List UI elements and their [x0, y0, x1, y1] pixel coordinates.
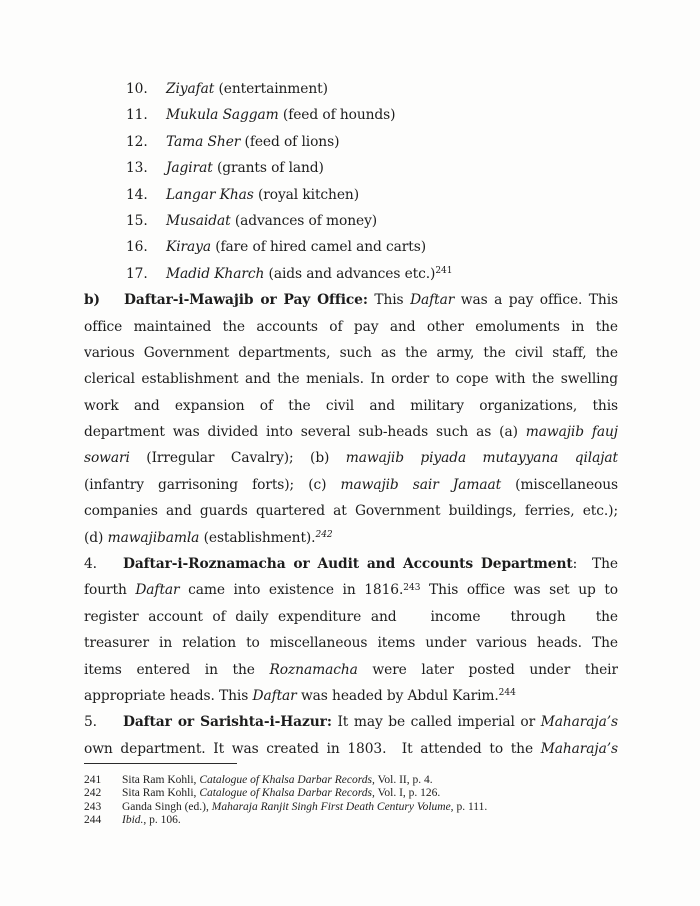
text-segment: Daftar: [410, 292, 455, 309]
text-segment: (miscellaneous: [501, 476, 618, 493]
text-segment: treasurer in relation to miscellaneous items under various heads. The: [84, 635, 618, 652]
text-line: [84, 366, 618, 392]
tab-spacer: [100, 303, 124, 304]
footnote-number: 243: [84, 800, 102, 813]
text-segment: mawajib piyada mutayyana qilajat: [345, 450, 618, 467]
text-segment: (grants of land): [212, 160, 324, 177]
text-line: [84, 577, 618, 603]
list-item: [84, 129, 618, 155]
footnote-item: [84, 801, 618, 814]
paragraph-b: [84, 287, 618, 551]
text-segment: Vol. II, p. 4.: [374, 774, 433, 787]
text-segment: Maharaja’s: [540, 714, 618, 731]
list-item: [84, 208, 618, 234]
text-segment: Jagirat: [166, 160, 213, 177]
text-segment: items entered in the: [84, 661, 270, 678]
page-body: [84, 76, 618, 827]
text-line: [84, 683, 618, 709]
text-line: [84, 525, 618, 551]
list-item: [84, 261, 618, 287]
text-segment: : The: [572, 556, 618, 573]
text-segment: Catalogue of Khalsa Darbar Records,: [199, 787, 375, 800]
list-number: 12.: [126, 133, 148, 150]
text-line: [84, 604, 618, 630]
footnote-number: 241: [84, 774, 102, 787]
text-segment: Vol. I, p. 126.: [374, 787, 441, 800]
list-number: 13.: [126, 160, 148, 177]
text-segment: (royal kitchen): [253, 186, 359, 203]
tab-spacer: [396, 620, 430, 621]
tab-spacer: [97, 725, 123, 726]
list-item: [84, 182, 618, 208]
text-segment: This: [367, 292, 411, 309]
footnote-item: [84, 814, 618, 827]
list-number: 17.: [126, 265, 148, 282]
text-segment: department was divided into several sub-heads such as (a): [84, 424, 526, 441]
text-line: [84, 551, 618, 577]
text-line: [84, 287, 618, 313]
tab-spacer: [480, 620, 510, 621]
text-segment: (infantry garrisoning forts); (c): [84, 476, 341, 493]
list-number: 16.: [126, 239, 148, 256]
text-line: [84, 709, 618, 735]
list-number: 15.: [126, 212, 148, 229]
text-segment: Daftar: [135, 582, 180, 599]
text-segment: clerical establishment and the menials. In order to cope with the swelling: [84, 371, 618, 388]
text-segment: Sita Ram Kohli,: [122, 774, 200, 787]
text-line: [84, 630, 618, 656]
text-line: [84, 393, 618, 419]
text-segment: (feed of hounds): [278, 107, 396, 124]
list-item: [84, 234, 618, 260]
text-segment: Daftar-i-Roznamacha or Audit and Accounts Department: [122, 556, 573, 573]
text-segment: Daftar-i-Mawajib or Pay Office:: [123, 292, 368, 309]
text-line: [84, 419, 618, 445]
text-segment: (advances of money): [230, 212, 378, 229]
text-segment: (establishment).: [199, 529, 316, 546]
text-segment: This office was set up to: [420, 582, 618, 599]
text-segment: income: [430, 608, 481, 625]
text-segment: Ziyafat: [166, 81, 215, 97]
text-line: [84, 340, 618, 366]
text-segment: (Irregular Cavalry); (b): [129, 450, 346, 467]
footnote-number: 242: [84, 787, 102, 800]
footnote-ref: 244: [498, 688, 516, 699]
list-item: [84, 155, 618, 181]
footnotes: [84, 774, 618, 827]
text-segment: Catalogue of Khalsa Darbar Records,: [199, 774, 375, 787]
text-segment: 4.: [84, 556, 97, 573]
text-segment: (fare of hired camel and carts): [210, 239, 426, 256]
text-segment: Daftar: [252, 687, 297, 704]
tab-spacer: [97, 567, 123, 568]
text-segment: Maharaja Ranjit Singh First Death Century Volume,: [211, 800, 454, 813]
text-segment: p. 111.: [453, 800, 488, 813]
text-segment: was headed by Abdul Karim.: [296, 687, 499, 704]
footnote-item: [84, 787, 618, 800]
text-segment: Ganda Singh (ed.),: [122, 800, 212, 813]
text-segment: the: [595, 608, 618, 625]
text-segment: various Government departments, such as the army, the civil staff, the: [84, 344, 618, 361]
text-segment: (aids and advances etc.): [264, 265, 436, 282]
footnote-ref: 243: [403, 582, 421, 593]
footnote-number: 244: [84, 813, 102, 826]
text-segment: Mukula Saggam: [166, 107, 279, 124]
tab-spacer: [566, 620, 596, 621]
text-segment: mawajib sair Jamaat: [340, 476, 502, 493]
list-number: 14.: [126, 186, 148, 203]
text-segment: register account of daily expenditure and: [84, 608, 397, 625]
text-segment: Tama Sher: [166, 133, 241, 150]
text-segment: fourth: [84, 582, 136, 599]
footnote-separator: [84, 763, 237, 764]
text-segment: Ibid.: [122, 813, 144, 826]
footnote-item: [84, 774, 618, 787]
text-line: [84, 498, 618, 524]
text-segment: (entertainment): [214, 81, 328, 97]
text-segment: Roznamacha: [269, 661, 358, 678]
text-segment: Kiraya: [166, 239, 211, 256]
list-number: 11.: [126, 107, 148, 124]
text-segment: It may be called imperial or: [331, 714, 541, 731]
text-segment: Musaidat: [166, 212, 231, 229]
text-segment: Maharaja’s: [540, 740, 618, 757]
list-item: [84, 76, 618, 102]
text-line: [84, 472, 618, 498]
text-segment: Sita Ram Kohli,: [122, 787, 200, 800]
text-line: [84, 445, 618, 471]
text-line: [84, 736, 618, 762]
text-segment: were later posted under their: [357, 661, 618, 678]
paragraph-4: [84, 551, 618, 709]
text-segment: , p. 106.: [143, 813, 181, 826]
text-segment: own department. It was created in 1803. It attended to the: [84, 740, 541, 757]
text-segment: mawajib fauj: [525, 424, 618, 441]
paragraph-5: [84, 709, 618, 762]
text-segment: office maintained the accounts of pay and other emoluments in the: [84, 318, 618, 335]
text-line: [84, 657, 618, 683]
list-number: 10.: [126, 81, 148, 97]
text-segment: appropriate heads. This: [84, 687, 253, 704]
text-segment: was a pay office. This: [454, 292, 618, 309]
text-segment: (d): [84, 529, 108, 546]
text-segment: Madid Kharch: [166, 265, 265, 282]
text-segment: work and expansion of the civil and military organizations, this: [84, 397, 618, 414]
numbered-list: [84, 76, 618, 287]
text-segment: through: [510, 608, 566, 625]
text-segment: came into existence in 1816.: [179, 582, 404, 599]
text-segment: sowari: [84, 450, 130, 467]
footnote-ref: 241: [435, 266, 453, 277]
text-line: [84, 314, 618, 340]
text-segment: 5.: [84, 714, 97, 731]
text-segment: (feed of lions): [240, 133, 340, 150]
text-segment: b): [84, 292, 100, 309]
footnote-ref: 242: [315, 530, 333, 541]
text-segment: Daftar or Sarishta-i-Hazur:: [122, 714, 332, 731]
text-segment: companies and guards quartered at Government buildings, ferries, etc.);: [84, 503, 618, 520]
text-segment: Langar Khas: [166, 186, 254, 203]
list-item: [84, 102, 618, 128]
text-segment: mawajibamla: [107, 529, 200, 546]
